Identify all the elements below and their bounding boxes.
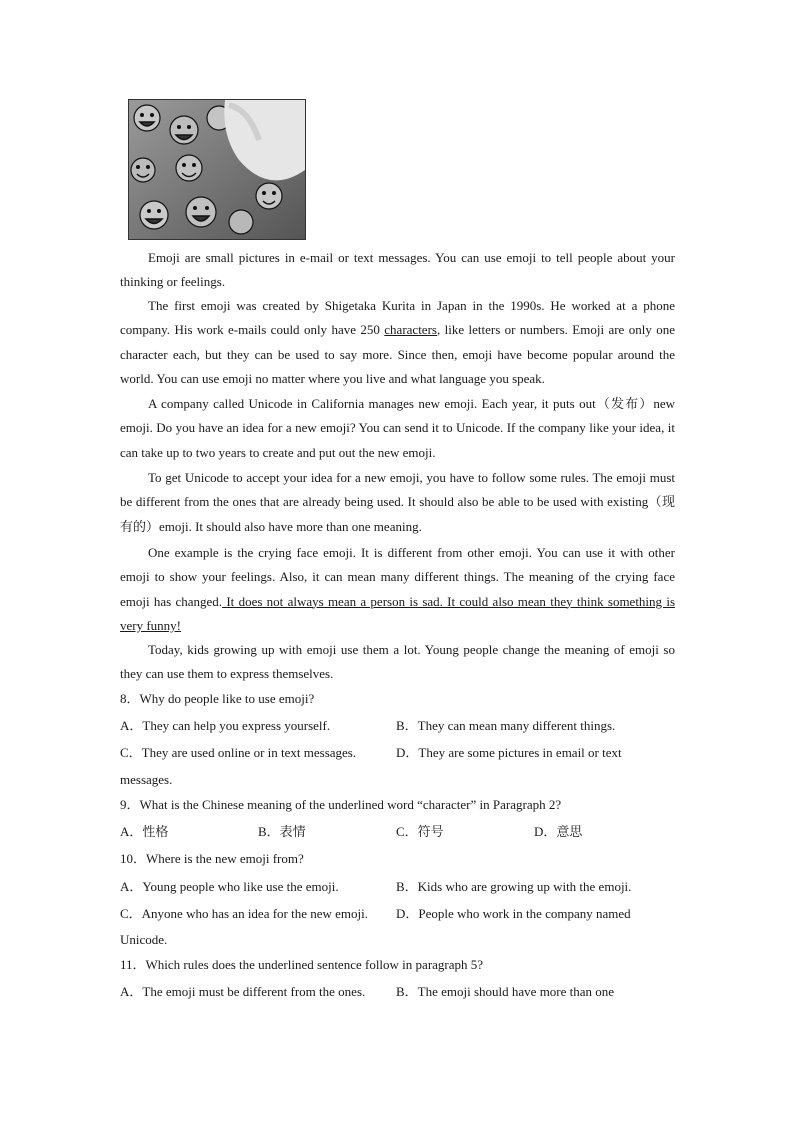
- question-11-option-a: A．The emoji must be different from the ones.: [120, 984, 366, 999]
- question-8-option-d: D．They are some pictures in email or text: [396, 745, 622, 760]
- question-9-option-a: A．性格: [120, 824, 169, 839]
- question-9-option-d: D．意思: [534, 824, 583, 839]
- underlined-sentence: It does not always mean a person is sad. It could also mean they think something is very funny!: [120, 593, 675, 633]
- question-8-stem: 8．Why do people like to use emoji?: [120, 691, 315, 706]
- question-10-option-b: B．Kids who are growing up with the emoji.: [396, 879, 632, 894]
- question-9-option-b: B．表情: [258, 824, 306, 839]
- question-9-stem: 9．What is the Chinese meaning of the underlined word “character” in Paragraph 2?: [120, 797, 562, 812]
- question-10-option-c: C．Anyone who has an idea for the new emoji.: [120, 906, 369, 921]
- question-10-option-d: D．People who work in the company named: [396, 906, 631, 921]
- question-8-option-b: B．They can mean many different things.: [396, 718, 616, 733]
- paragraph-6: Today, kids growing up with emoji use them a lot. Young people change the meaning of emoji so they can use them to express themselves.: [120, 642, 675, 682]
- question-8-option-d-cont: messages.: [120, 772, 173, 787]
- paragraph-3: A company called Unicode in California manages new emoji. Each year, it puts out（发布）new emoji. Do you have an idea for a new emoji? You can send it to Unicode. If the company like your idea, it can take up to two years to create and put out the new emoji.: [120, 396, 675, 460]
- question-9-option-c: C．符号: [396, 824, 444, 839]
- question-8-option-c: C．They are used online or in text messages.: [120, 745, 357, 760]
- paragraph-5: One example is the crying face emoji. It is different from other emoji. You can use it with other emoji to show your feelings. Also, it can mean many different things. The meaning of the crying face emoji has changed. It does not always mean a person is sad. It could also mean they think something is very funny!: [120, 545, 675, 633]
- underlined-word-characters: characters: [384, 322, 437, 338]
- question-8-option-a: A．They can help you express yourself.: [120, 718, 331, 733]
- paragraph-4: To get Unicode to accept your idea for a new emoji, you have to follow some rules. The emoji must be different from the ones that are already being used. It should also be able to be used with existing（现有的）emoji. It should also have more than one meaning.: [120, 470, 675, 534]
- paragraph-2: The first emoji was created by Shigetaka Kurita in Japan in the 1990s. He worked at a phone company. His work e-mails could only have 250 characters, like letters or numbers. Emoji are only one character each, but they can be used to say more. Since then, emoji have become popular around the world. You can use emoji no matter where you live and what language you speak.: [120, 298, 675, 386]
- question-11-stem: 11．Which rules does the underlined sentence follow in paragraph 5?: [120, 957, 484, 972]
- paragraph-1: Emoji are small pictures in e-mail or text messages. You can use emoji to tell people about your thinking or feelings.: [120, 250, 675, 290]
- question-10-option-a: A．Young people who like use the emoji.: [120, 879, 339, 894]
- question-10-stem: 10．Where is the new emoji from?: [120, 851, 304, 866]
- emoji-faces-photo: [128, 99, 306, 240]
- question-11-option-b: B．The emoji should have more than one: [396, 984, 615, 999]
- question-10-option-d-cont: Unicode.: [120, 932, 168, 947]
